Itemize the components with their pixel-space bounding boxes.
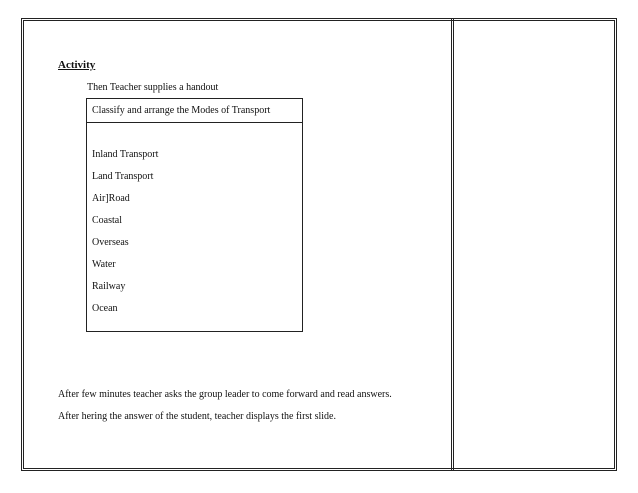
list-item: Railway: [92, 281, 126, 292]
list-item: Inland Transport: [92, 149, 159, 160]
paragraph-slide: After hering the answer of the student, teacher displays the first slide.: [58, 411, 336, 422]
list-item: Land Transport: [92, 171, 154, 182]
paragraph-answers: After few minutes teacher asks the group leader to come forward and read answers.: [58, 389, 392, 400]
handout-title: Classify and arrange the Modes of Transport: [87, 99, 302, 123]
transport-list: [87, 123, 302, 323]
list-item: Water: [92, 259, 116, 270]
list-item: Coastal: [92, 215, 122, 226]
activity-heading: Activity: [58, 59, 96, 71]
activity-intro: Then Teacher supplies a handout: [87, 82, 219, 93]
list-item: Ocean: [92, 303, 118, 314]
column-divider: [451, 18, 454, 471]
list-item: Air]Road: [92, 193, 130, 204]
handout-box: [86, 98, 303, 332]
list-item: Overseas: [92, 237, 129, 248]
